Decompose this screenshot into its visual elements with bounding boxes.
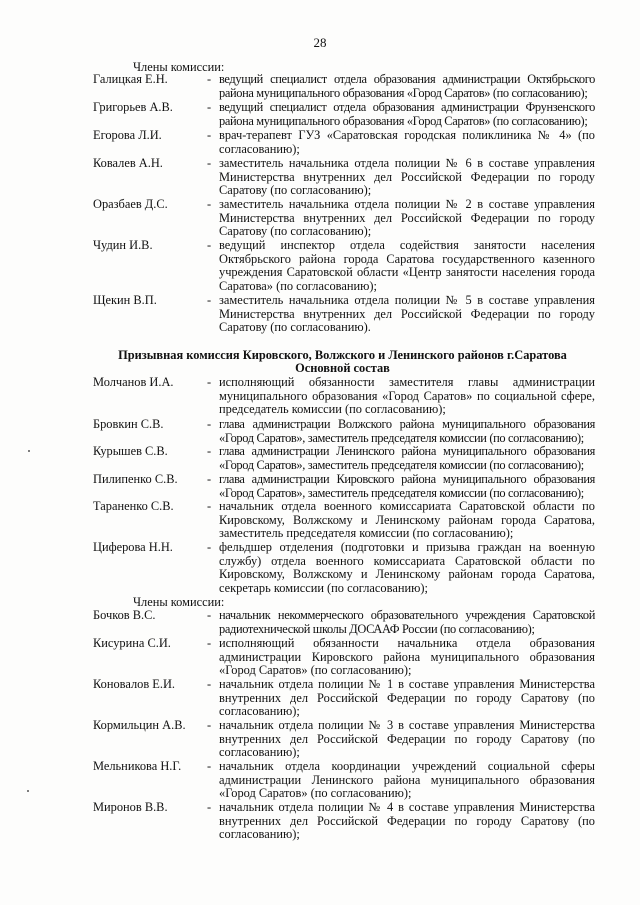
member-name: Щекин В.П. [93, 293, 157, 307]
member-name: Бровкин С.В. [93, 417, 164, 431]
dash: - [207, 238, 212, 252]
scan-speck [27, 790, 29, 792]
dash: - [207, 417, 212, 431]
member-role: начальник отдела полиции № 3 в составе управления Министерства внутренних дел Российской Федерации по городу Саратову (по согласованию); [219, 718, 595, 760]
dash: - [207, 636, 212, 650]
dash: - [207, 499, 212, 513]
member-name: Григорьев А.В. [93, 100, 173, 114]
member-name: Ковалев А.Н. [93, 156, 163, 170]
dash: - [207, 375, 212, 389]
member-role: исполняющий обязанности начальника отдела образования администрации Кировского района муниципального образования «Город Саратов» (по согласованию); [219, 636, 595, 678]
member-role: глава администрации Волжского района муниципального образования «Город Саратов», заместитель председателя комиссии (по согласованию); [219, 417, 595, 445]
member-name: Галицкая Е.Н. [93, 72, 168, 86]
member-name: Бочков В.С. [93, 608, 156, 622]
member-name: Циферова Н.Н. [93, 540, 173, 554]
dash: - [207, 608, 212, 622]
dash: - [207, 472, 212, 486]
member-name: Кисурина С.И. [93, 636, 171, 650]
dash: - [207, 759, 212, 773]
member-name: Молчанов И.А. [93, 375, 174, 389]
commission-title: Призывная комиссия Кировского, Волжского и Ленинского районов г.Саратова [118, 348, 567, 362]
member-role: начальник отдела военного комиссариата Саратовской области по Кировскому, Волжскому и Ленинскому районам города Саратова, заместитель председателя комиссии (по согласованию); [219, 499, 595, 541]
member-role: заместитель начальника отдела полиции № 5 в составе управления Министерства внутренних дел Российской Федерации по городу Саратову (по согласованию). [219, 293, 595, 335]
dash: - [207, 100, 212, 114]
members-label: Члены комиссии: [133, 60, 225, 74]
scan-speck [28, 450, 30, 452]
dash: - [207, 128, 212, 142]
member-name: Мельникова Н.Г. [93, 759, 182, 773]
commission-subtitle: Основной состав [295, 361, 390, 375]
member-name: Оразбаев Д.С. [93, 197, 168, 211]
member-role: начальник отдела координации учреждений социальной сферы администрации Ленинского района муниципального образования «Город Саратов» (по согласованию); [219, 759, 595, 801]
member-name: Коновалов Е.И. [93, 677, 176, 691]
member-role: начальник отдела полиции № 4 в составе управления Министерства внутренних дел Российской Федерации по городу Саратову (по согласованию); [219, 800, 595, 842]
member-name: Курышев С.В. [93, 444, 168, 458]
page-number: 28 [313, 35, 327, 50]
dash: - [207, 156, 212, 170]
member-role: ведущий специалист отдела образования администрации Фрунзенского района муниципального образования «Город Саратов» (по согласованию); [219, 100, 595, 128]
member-name: Тараненко С.В. [93, 499, 174, 513]
member-role: ведущий инспектор отдела содействия занятости населения Октябрьского района города Саратова государственного казенного учреждения Саратовской области «Центр занятости населения города Саратова» (по согласованию); [219, 238, 595, 293]
member-name: Кормильцин А.В. [93, 718, 186, 732]
member-role: заместитель начальника отдела полиции № 6 в составе управления Министерства внутренних дел Российской Федерации по городу Саратову (по согласованию); [219, 156, 595, 198]
dash: - [207, 718, 212, 732]
member-role: начальник некоммерческого образовательного учреждения Саратовской радиотехнической школы ДОСААФ России (по согласованию); [219, 608, 595, 636]
dash: - [207, 444, 212, 458]
dash: - [207, 677, 212, 691]
dash: - [207, 800, 212, 814]
member-name: Чудин И.В. [93, 238, 153, 252]
member-name: Егорова Л.И. [93, 128, 162, 142]
member-role: исполняющий обязанности заместителя главы администрации муниципального образования «Город Саратов» по социальной сфере, председатель комиссии (по согласованию); [219, 375, 595, 417]
member-role: начальник отдела полиции № 1 в составе управления Министерства внутренних дел Российской Федерации по городу Саратову (по согласованию); [219, 677, 595, 719]
dash: - [207, 197, 212, 211]
member-role: ведущий специалист отдела образования администрации Октябрьского района муниципального образования «Город Саратов» (по согласованию); [219, 72, 595, 100]
members-label: Члены комиссии: [133, 595, 225, 609]
member-role: врач-терапевт ГУЗ «Саратовская городская поликлиника № 4» (по согласованию); [219, 128, 595, 156]
member-role: глава администрации Кировского района муниципального образования «Город Саратов», заместитель председателя комиссии (по согласованию); [219, 472, 595, 500]
member-role: фельдшер отделения (подготовки и призыва граждан на военную службу) отдела военного комиссариата Саратовской области по Кировскому, Волжскому и Ленинскому районам города Саратова, секретарь комиссии (по согласованию); [219, 540, 595, 595]
member-name: Миронов В.В. [93, 800, 168, 814]
dash: - [207, 72, 212, 86]
dash: - [207, 293, 212, 307]
dash: - [207, 540, 212, 554]
member-name: Пилипенко С.В. [93, 472, 178, 486]
member-role: заместитель начальника отдела полиции № 2 в составе управления Министерства внутренних дел Российской Федерации по городу Саратову (по согласованию); [219, 197, 595, 239]
member-role: глава администрации Ленинского района муниципального образования «Город Саратов», заместитель председателя комиссии (по согласованию); [219, 444, 595, 472]
